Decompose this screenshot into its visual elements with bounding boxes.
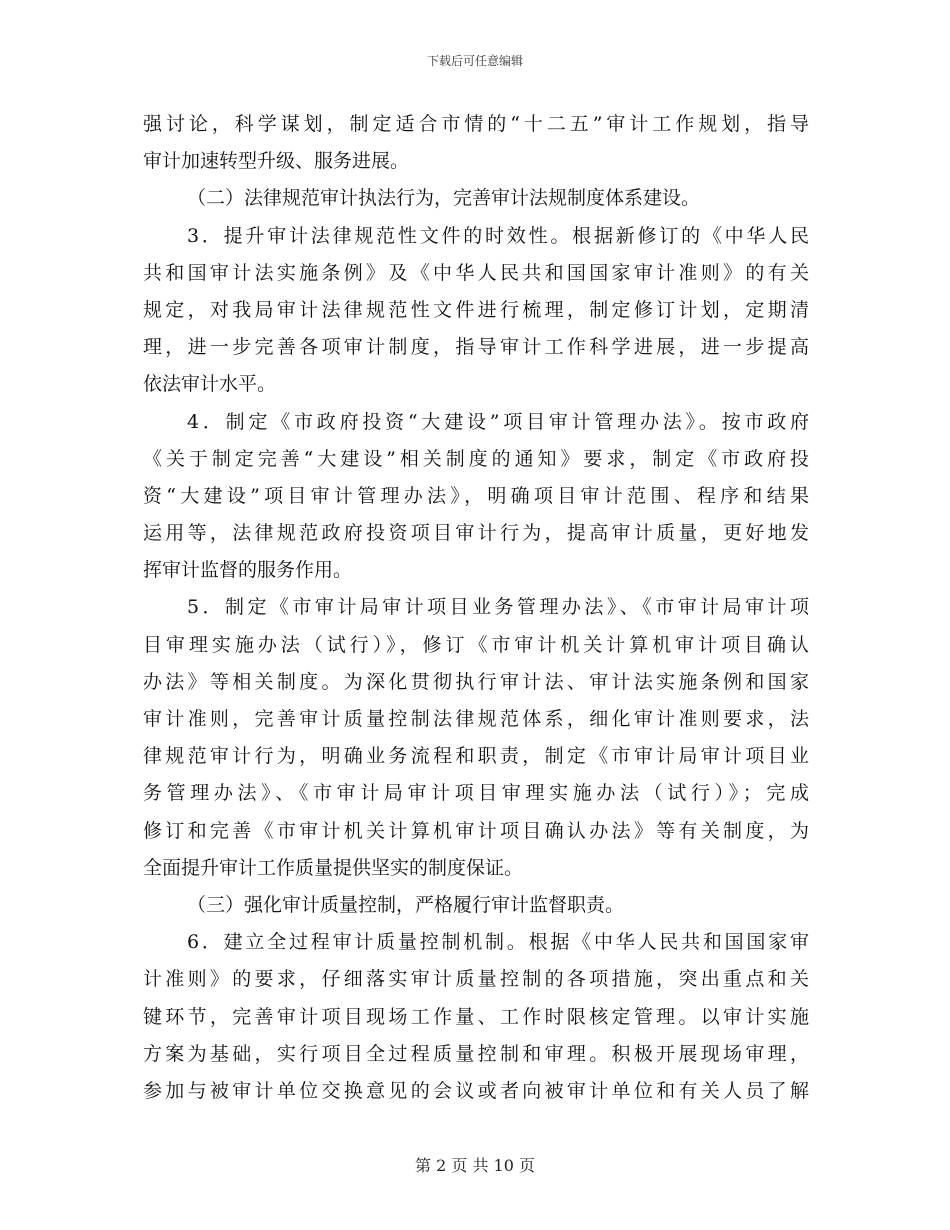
body-line: 修订和完善《市审计机关计算机审计项目确认办法》等有关制度，为 xyxy=(143,819,809,842)
section-heading: （二）法律规范审计执法行为，完善审计法规制度体系建设。 xyxy=(187,187,701,210)
body-line: 挥审计监督的服务作用。 xyxy=(143,559,353,582)
body-line: 5．制定《市审计局审计项目业务管理办法》、《市审计局审计项 xyxy=(187,596,809,619)
body-line: 3．提升审计法律规范性文件的时效性。根据新修订的《中华人民 xyxy=(187,224,809,247)
body-line: 律规范审计行为，明确业务流程和职责，制定《市审计局审计项目业 xyxy=(143,745,809,768)
body-line: 方案为基础，实行项目全过程质量控制和审理。积极开展现场审理， xyxy=(143,1042,809,1065)
body-line: 计准则》的要求，仔细落实审计质量控制的各项措施，突出重点和关 xyxy=(143,968,809,991)
body-line: 6．建立全过程审计质量控制机制。根据《中华人民共和国国家审 xyxy=(187,931,809,954)
body-line: 务管理办法》、《市审计局审计项目审理实施办法（试行）》；完成 xyxy=(143,782,809,805)
body-line: 《关于制定完善“大建设”相关制度的通知》要求，制定《市政府投 xyxy=(143,447,809,470)
body-line: 资“大建设”项目审计管理办法》，明确项目审计范围、程序和结果 xyxy=(143,484,809,507)
body-line: 办法》等相关制度。为深化贯彻执行审计法、审计法实施条例和国家 xyxy=(143,670,809,693)
body-line: 依法审计水平。 xyxy=(143,373,277,396)
body-line: 4．制定《市政府投资“大建设”项目审计管理办法》。按市政府 xyxy=(187,410,809,433)
body-line: 审计准则，完善审计质量控制法律规范体系，细化审计准则要求，法 xyxy=(143,708,809,730)
body-line: 强讨论，科学谋划，制定适合市情的“十二五”审计工作规划，指导 xyxy=(143,113,809,135)
body-line: 共和国审计法实施条例》及《中华人民共和国国家审计准则》的有关 xyxy=(143,261,809,284)
body-line: 运用等，法律规范政府投资项目审计行为，提高审计质量，更好地发 xyxy=(143,522,809,545)
page-number-footer: 第 2 页 共 10 页 xyxy=(415,1156,535,1175)
section-heading: （三）强化审计质量控制，严格履行审计监督职责。 xyxy=(187,893,625,916)
body-line: 键环节，完善审计项目现场工作量、工作时限核定管理。以审计实施 xyxy=(143,1005,809,1028)
body-line: 审计加速转型升级、服务进展。 xyxy=(143,150,410,173)
body-line: 全面提升审计工作质量提供坚实的制度保证。 xyxy=(143,856,524,879)
page-header-note: 下载后可任意编辑 xyxy=(426,54,523,68)
body-line: 参加与被审计单位交换意见的会议或者向被审计单位和有关人员了解 xyxy=(143,1079,809,1102)
body-line: 理，进一步完善各项审计制度，指导审计工作科学进展，进一步提高 xyxy=(143,336,809,359)
body-line: 目审理实施办法（试行）》，修订《市审计机关计算机审计项目确认 xyxy=(143,633,809,656)
document-body xyxy=(143,106,809,1110)
body-line: 规定，对我局审计法律规范性文件进行梳理，制定修订计划，定期清 xyxy=(143,298,809,321)
